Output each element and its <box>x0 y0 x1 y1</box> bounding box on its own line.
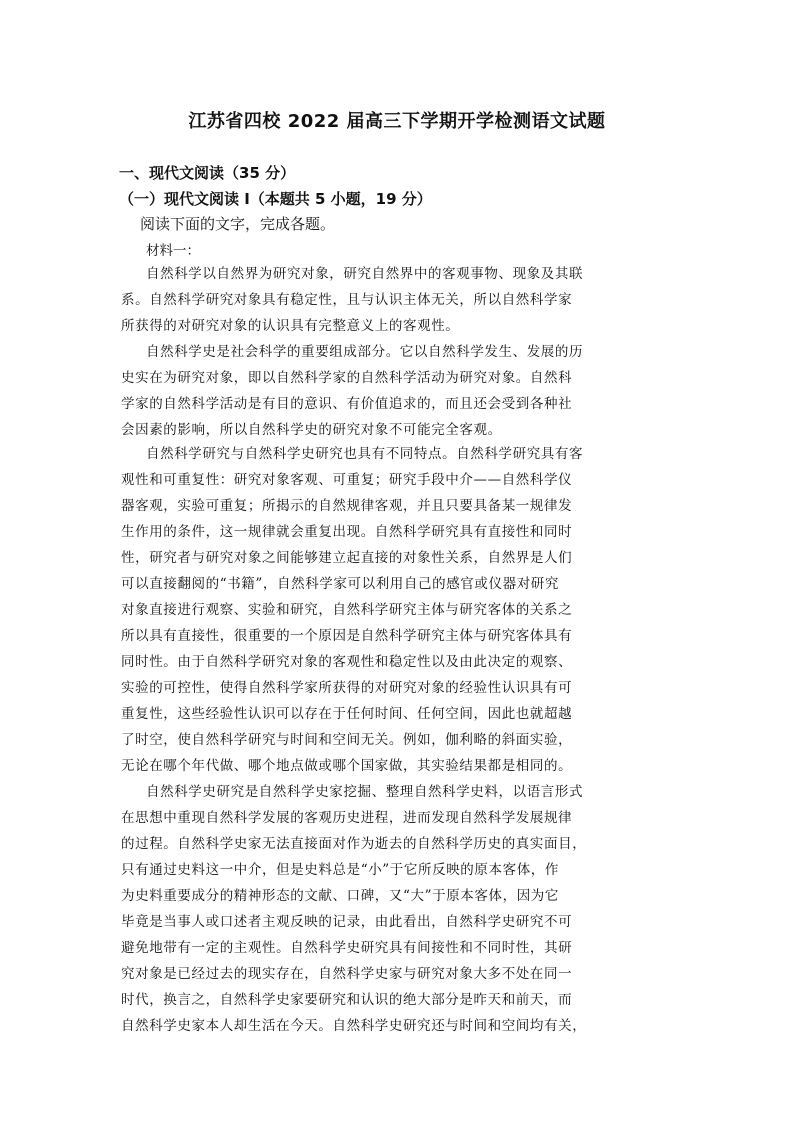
passage-line: 只有通过史料这一中介，但是史料总是“小”于它所反映的原本客体，作 <box>121 862 560 878</box>
passage-line: 了时空，使自然科学研究与时间和空间无关。例如，伽利略的斜面实验， <box>121 732 573 748</box>
passage-line: 毕竟是当事人或口述者主观反映的记录，由此看出，自然科学史研究不可 <box>121 914 573 930</box>
passage-line: 自然科学以自然界为研究对象，研究自然界中的客观事物、现象及其联 <box>146 266 584 282</box>
passage-line: 在思想中重现自然科学发展的客观历史进程，进而发现自然科学发展规律 <box>121 810 573 826</box>
passage-line: 实验的可控性，使得自然科学家所获得的对研究对象的经验性认识具有可 <box>121 680 573 696</box>
passage-line: 同时性。由于自然科学研究对象的客观性和稳定性以及由此决定的观察、 <box>121 654 573 670</box>
passage-line: 可以直接翻阅的“书籍”，自然科学家可以利用自己的感官或仪器对研究 <box>121 576 560 592</box>
passage-line: 自然科学史是社会科学的重要组成部分。它以自然科学发生、发展的历 <box>146 344 584 360</box>
passage-line: 为史料重要成分的精神形态的文献、口碑，又“大”于原本客体，因为它 <box>121 888 560 904</box>
passage-line: 重复性，这些经验性认识可以存在于任何时间、任何空间，因此也就超越 <box>121 706 573 722</box>
passage-line: 自然科学史家本人却生活在今天。自然科学史研究还与时间和空间均有关， <box>121 1018 587 1034</box>
subsection-heading: （一）现代文阅读 I（本题共 5 小题，19 分） <box>119 190 432 208</box>
passage-line: 观性和可重复性：研究对象客观、可重复；研究手段中介——自然科学仪 <box>121 472 573 488</box>
reading-instruction: 阅读下面的文字，完成各题。 <box>140 215 336 233</box>
passage-line: 自然科学史研究是自然科学史家挖掘、整理自然科学史料，以语言形式 <box>146 784 584 800</box>
passage-line: 所获得的对研究对象的认识具有完整意义上的客观性。 <box>121 318 460 334</box>
passage-line: 性，研究者与研究对象之间能够建立起直接的对象性关系，自然界是人们 <box>121 550 573 566</box>
passage-line: 究对象是已经过去的现实存在，自然科学史家与研究对象大多不处在同一 <box>121 966 573 982</box>
material-label: 材料一： <box>146 243 200 259</box>
passage-line: 生作用的条件，这一规律就会重复出现。自然科学研究具有直接性和同时 <box>121 524 573 540</box>
passage-line: 的过程。自然科学史家无法直接面对作为逝去的自然科学历史的真实面目， <box>121 836 587 852</box>
passage-line: 会因素的影响，所以自然科学史的研究对象不可能完全客观。 <box>121 422 502 438</box>
document-title: 江苏省四校 2022 届高三下学期开学检测语文试题 <box>188 111 606 132</box>
passage-line: 所以具有直接性，很重要的一个原因是自然科学研究主体与研究客体具有 <box>121 628 573 644</box>
passage-line: 学家的自然科学活动是有目的意识、有价值追求的，而且还会受到各种社 <box>121 396 573 412</box>
section-heading: 一、现代文阅读（35 分） <box>119 164 296 182</box>
passage-line: 避免地带有一定的主观性。自然科学史研究具有间接性和不同时性，其研 <box>121 940 573 956</box>
passage-line: 时代，换言之，自然科学史家要研究和认识的绝大部分是昨天和前天，而 <box>121 992 573 1008</box>
passage-line: 对象直接进行观察、实验和研究，自然科学研究主体与研究客体的关系之 <box>121 602 573 618</box>
passage-line: 史实在为研究对象，即以自然科学家的自然科学活动为研究对象。自然科 <box>121 370 573 386</box>
passage-line: 无论在哪个年代做、哪个地点做或哪个国家做，其实验结果都是相同的。 <box>121 758 573 774</box>
passage-line: 系。自然科学研究对象具有稳定性，且与认识主体无关，所以自然科学家 <box>121 292 573 308</box>
passage-line: 自然科学研究与自然科学史研究也具有不同特点。自然科学研究具有客 <box>146 446 584 462</box>
passage-line: 器客观，实验可重复；所揭示的自然规律客观，并且只要具备某一规律发 <box>121 498 573 514</box>
